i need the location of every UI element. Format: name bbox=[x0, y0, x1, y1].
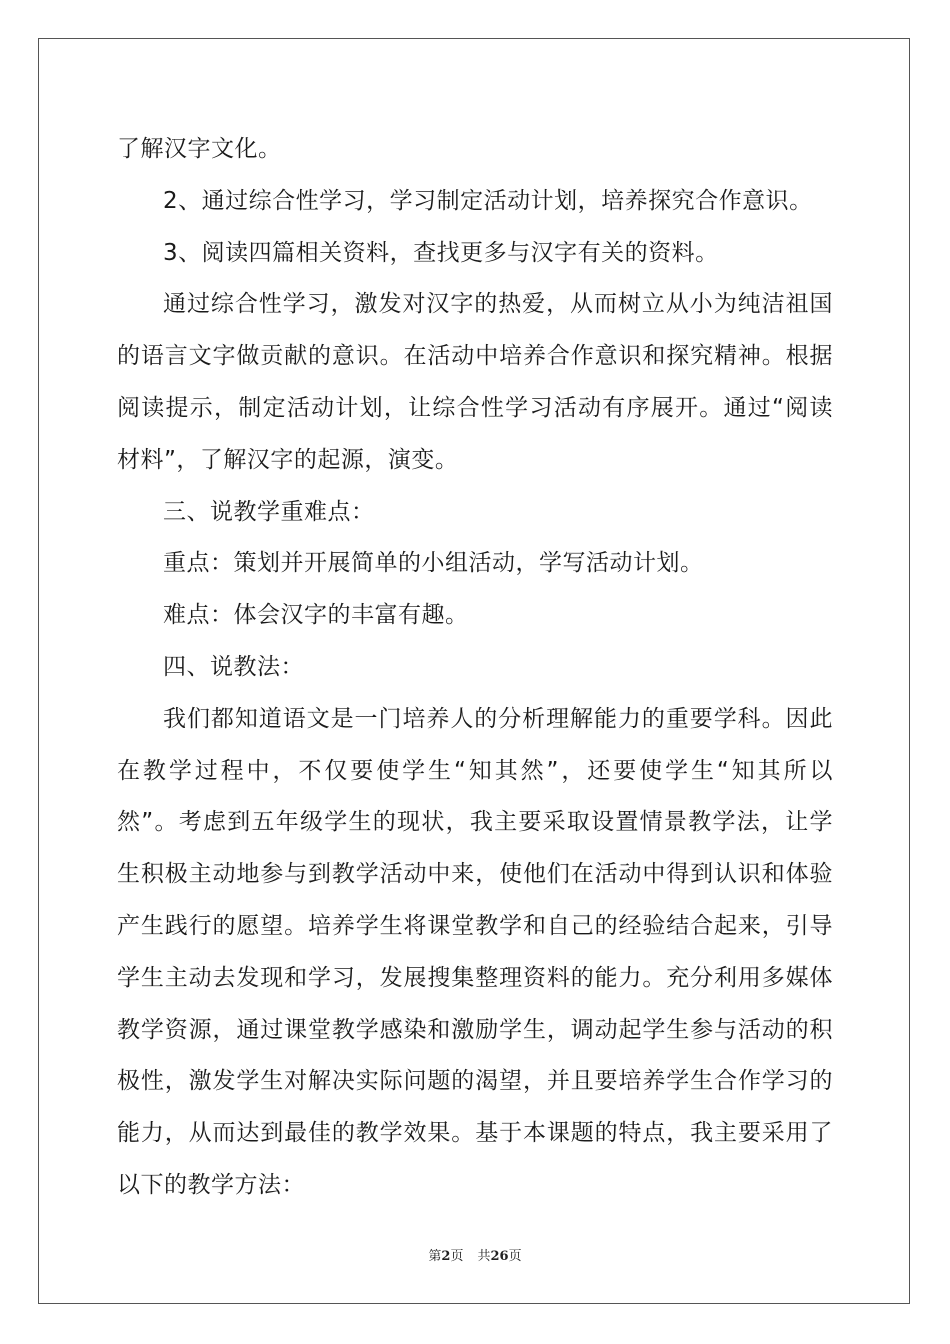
text-line: 学生主动去发现和学习，发展搜集整理资料的能力。充分利用多媒体 bbox=[117, 964, 833, 991]
text-line: 极性，激发学生对解决实际问题的渴望，并且要培养学生合作学习的 bbox=[117, 1068, 833, 1095]
text-line: 的语言文字做贡献的意识。在活动中培养合作意识和探究精神。根据 bbox=[117, 343, 833, 370]
text-line: 然”。考虑到五年级学生的现状，我主要采取设置情景教学法，让学 bbox=[117, 809, 833, 836]
text-line: 在教学过程中，不仅要使学生“知其然”，还要使学生“知其所以 bbox=[117, 757, 833, 784]
text-line: 产生践行的愿望。培养学生将课堂教学和自己的经验结合起来，引导 bbox=[117, 912, 833, 939]
text-line: 材料”，了解汉字的起源，演变。 bbox=[117, 446, 459, 473]
total-suffix: 页 bbox=[508, 1249, 522, 1264]
text-line: 重点：策划并开展简单的小组活动，学写活动计划。 bbox=[163, 550, 704, 577]
text-line: 生积极主动地参与到教学活动中来，使他们在活动中得到认识和体验 bbox=[117, 861, 833, 888]
page-footer bbox=[0, 1245, 950, 1264]
total-prefix: 共 bbox=[477, 1249, 491, 1264]
text-line: 2、通过综合性学习，学习制定活动计划，培养探究合作意识。 bbox=[163, 187, 813, 214]
text-line: 教学资源，通过课堂教学感染和激励学生，调动起学生参与活动的积 bbox=[117, 1016, 833, 1043]
section-heading: 四、说教法： bbox=[163, 653, 304, 680]
document-body bbox=[117, 124, 833, 1212]
text-line: 以下的教学方法： bbox=[117, 1171, 305, 1198]
text-line: 我们都知道语文是一门培养人的分析理解能力的重要学科。因此 bbox=[163, 705, 833, 732]
total-pages: 26 bbox=[490, 1249, 509, 1264]
page-suffix: 页 bbox=[450, 1249, 464, 1264]
text-line: 3、阅读四篇相关资料，查找更多与汉字有关的资料。 bbox=[163, 239, 719, 266]
section-heading: 三、说教学重难点： bbox=[163, 498, 375, 525]
page-number: 2 bbox=[441, 1249, 451, 1264]
page-prefix: 第 bbox=[428, 1249, 442, 1264]
text-line: 难点：体会汉字的丰富有趣。 bbox=[163, 602, 469, 629]
text-line: 通过综合性学习，激发对汉字的热爱，从而树立从小为纯洁祖国 bbox=[163, 291, 833, 318]
text-line: 能力，从而达到最佳的教学效果。基于本课题的特点，我主要采用了 bbox=[117, 1120, 833, 1147]
text-line: 了解汉字文化。 bbox=[117, 136, 282, 162]
text-line: 阅读提示，制定活动计划，让综合性学习活动有序展开。通过“阅读 bbox=[117, 394, 833, 421]
